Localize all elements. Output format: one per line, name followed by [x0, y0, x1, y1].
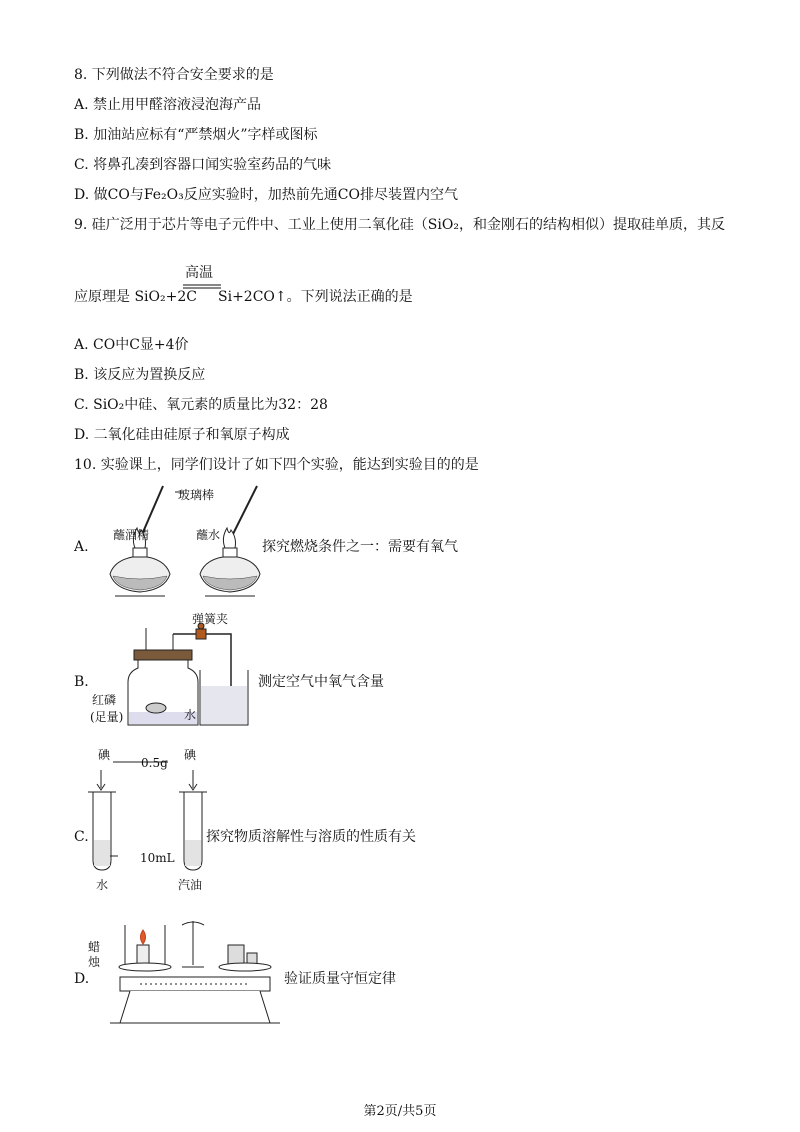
q8-option-d: D. 做CO与Fe₂O₃反应实验时，加热前先通CO排尽装置内空气	[74, 187, 458, 203]
dip-alcohol-label: 蘸酒精	[113, 528, 150, 542]
reaction-condition: 高温	[185, 265, 213, 281]
q9-option-d: D. 二氧化硅由硅原子和氧原子构成	[74, 427, 290, 443]
iodine-left-label: 碘	[98, 748, 111, 762]
q10-b-letter: B.	[74, 674, 89, 690]
volume-label: 10mL	[140, 851, 175, 865]
q10-c-letter: C.	[74, 829, 89, 845]
q10-b-text: 测定空气中氧气含量	[258, 674, 384, 690]
iodine-right-label: 碘	[184, 748, 197, 762]
q9-option-b: B. 该反应为置换反应	[74, 367, 206, 383]
page-footer: 第2页/共5页	[363, 1104, 437, 1119]
q10-stem: 10. 实验课上，同学们设计了如下四个实验，能达到实验目的的是	[74, 457, 479, 473]
q9-option-c: C. SiO₂中硅、氧元素的质量比为32：28	[74, 397, 328, 413]
q10-d-letter: D.	[74, 971, 90, 987]
candle-label-1: 蜡	[88, 940, 101, 954]
q9-equation-right: Si+2CO↑。下列说法正确的是	[218, 289, 413, 305]
q9-equation-left: 应原理是 SiO₂+2C	[74, 289, 197, 305]
q10-c-text: 探究物质溶解性与溶质的性质有关	[206, 829, 416, 845]
mass-label: 0.5g	[141, 756, 168, 770]
q8-option-c: C. 将鼻孔凑到容器口闻实验室药品的气味	[74, 157, 332, 173]
q10-a-text: 探究燃烧条件之一：需要有氧气	[262, 539, 458, 555]
water-label-c: 水	[96, 878, 109, 892]
q10-d-text: 验证质量守恒定律	[284, 971, 396, 987]
equals-sign	[183, 284, 223, 290]
q8-stem: 8. 下列做法不符合安全要求的是	[74, 67, 274, 83]
balance-diagram	[110, 915, 280, 1030]
q8-option-b: B. 加油站应标有“严禁烟火”字样或图标	[74, 127, 318, 143]
q8-option-a: A. 禁止用甲醛溶液浸泡海产品	[74, 97, 262, 113]
gasoline-label: 汽油	[178, 878, 203, 892]
q10-a-letter: A.	[74, 539, 89, 555]
sufficient-note-label: (足量)	[90, 710, 124, 724]
candle-label-2: 烛	[88, 955, 101, 969]
glass-rod-label: 玻璃棒	[178, 488, 215, 502]
q9-option-a: A. CO中C显+4价	[74, 337, 189, 353]
red-phosphorus-label: 红磷	[92, 693, 117, 707]
water-label-b: 水	[184, 708, 197, 722]
spring-clamp-label: 弹簧夹	[192, 612, 229, 626]
q9-stem: 9. 硅广泛用于芯片等电子元件中、工业上使用二氧化硅（SiO₂，和金刚石的结构相似）提取硅单质，其反	[74, 217, 725, 233]
dip-water-label: 蘸水	[196, 528, 221, 542]
